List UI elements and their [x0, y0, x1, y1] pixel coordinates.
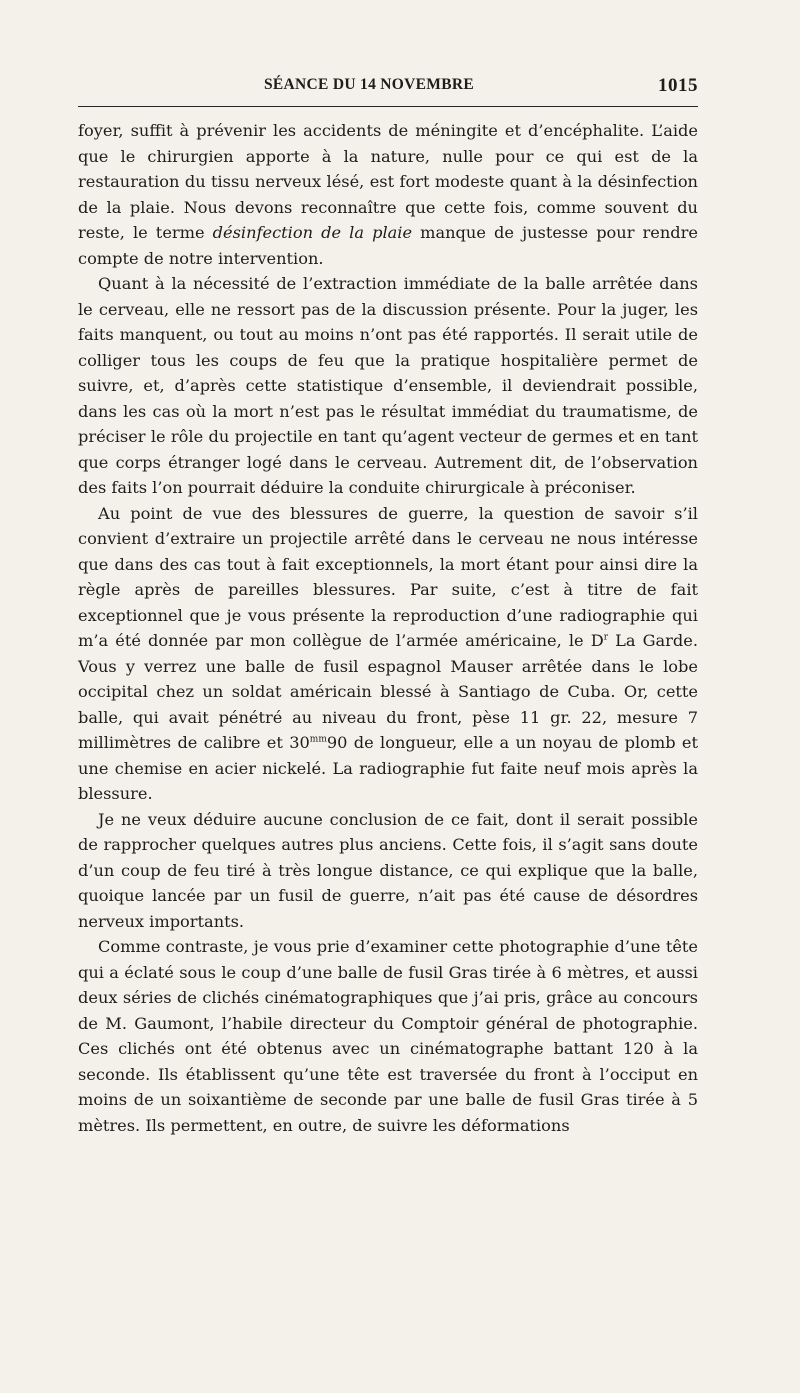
- paragraph-3-text-middle: La Garde. Vous y verrez une balle de fusil espagnol Mauser arrêtée dans le lobe occipital chez un soldat américain blessé à Santiago de Cuba. Or, cette balle, qui avait pénétré au niveau du front, pèse 11 gr. 22, mesure 7 millimètres de calibre et 30: [78, 631, 698, 752]
- paragraph-4: Je ne veux déduire aucune conclusion de ce fait, dont il serait possible de rapprocher quelques autres plus anciens. Cette fois, il s’agit sans doute d’un coup de feu tiré à très longue distance, ce qui explique que la balle, quoique lancée par un fusil de guerre, n’ait pas été cause de désordres nerveux importants.: [78, 809, 698, 931]
- running-head: [78, 68, 698, 107]
- body-text: [78, 118, 698, 1138]
- page-number: 1015: [658, 75, 698, 96]
- paragraph-3-text-start: Au point de vue des blessures de guerre, la question de savoir s’il convient d’extraire un projectile arrêté dans le cerveau ne nous intéresse que dans des cas tout à fait exceptionnels, la mort étant pour ainsi dire la règle après de pareilles blessures. Par suite, c’est à titre de fait exceptionnel que je vous présente la reproduction d’une radiographie qui m’a été donnée par mon collègue de l’armée américaine, le D: [78, 503, 698, 650]
- paragraph-5: Comme contraste, je vous prie d’examiner cette photographie d’une tête qui a éclaté sous le coup d’une balle de fusil Gras tirée à 6 mètres, et aussi deux séries de clichés cinématographiques que j’ai pris, grâce au concours de M. Gaumont, l’habile directeur du Comptoir général de photographie. Ces clichés ont été obtenus avec un cinématographe battant 120 à la seconde. Ils établissent qu’une tête est traversée du front à l’occiput en moins de un soixantième de seconde par une balle de fusil Gras tirée à 5 mètres. Ils permettent, en outre, de suivre les déformations: [78, 937, 698, 1135]
- italic-term: désinfection de la plaie: [212, 223, 413, 242]
- paragraph-1: [78, 118, 698, 271]
- document-page: [78, 68, 698, 1138]
- paragraph-1-text-end: manque de justesse pour rendre compte de notre intervention.: [78, 223, 698, 268]
- running-title: SÉANCE DU 14 NOVEMBRE: [264, 76, 474, 93]
- doctor-superscript: r: [603, 632, 608, 643]
- paragraph-3-text-end: 90 de longueur, elle a un noyau de plomb et une chemise en acier nickelé. La radiographie fut faite neuf mois après la blessure.: [78, 733, 699, 803]
- paragraph-2: Quant à la nécessité de l’extraction immédiate de la balle arrêtée dans le cerveau, elle ne ressort pas de la discussion présente. Pour la juger, les faits manquent, ou tout au moins n’ont pas été rapportés. Il serait utile de colliger tous les coups de feu que la pratique hospitalière permet de suivre, et, d’après cette statistique d’ensemble, il deviendrait possible, dans les cas où la mort n’est pas le résultat immédiat du traumatisme, de préciser le rôle du projectile en tant qu’agent vecteur de germes et en tant que corps étranger logé dans le cerveau. Autrement dit, de l’observation des faits l’on pourrait déduire la conduite chirurgicale à préconiser.: [78, 274, 698, 497]
- paragraph-1-text-start: foyer, suffit à prévenir les accidents de méningite et d’encéphalite. L’aide que le chirurgien apporte à la nature, nulle pour ce qui est de la restauration du tissu nerveux lésé, est fort modeste quant à la désinfection de la plaie. Nous devons reconnaître que cette fois, comme souvent du reste, le terme: [78, 121, 698, 242]
- millimetre-superscript: mm: [309, 734, 327, 745]
- paragraph-3: [78, 501, 698, 807]
